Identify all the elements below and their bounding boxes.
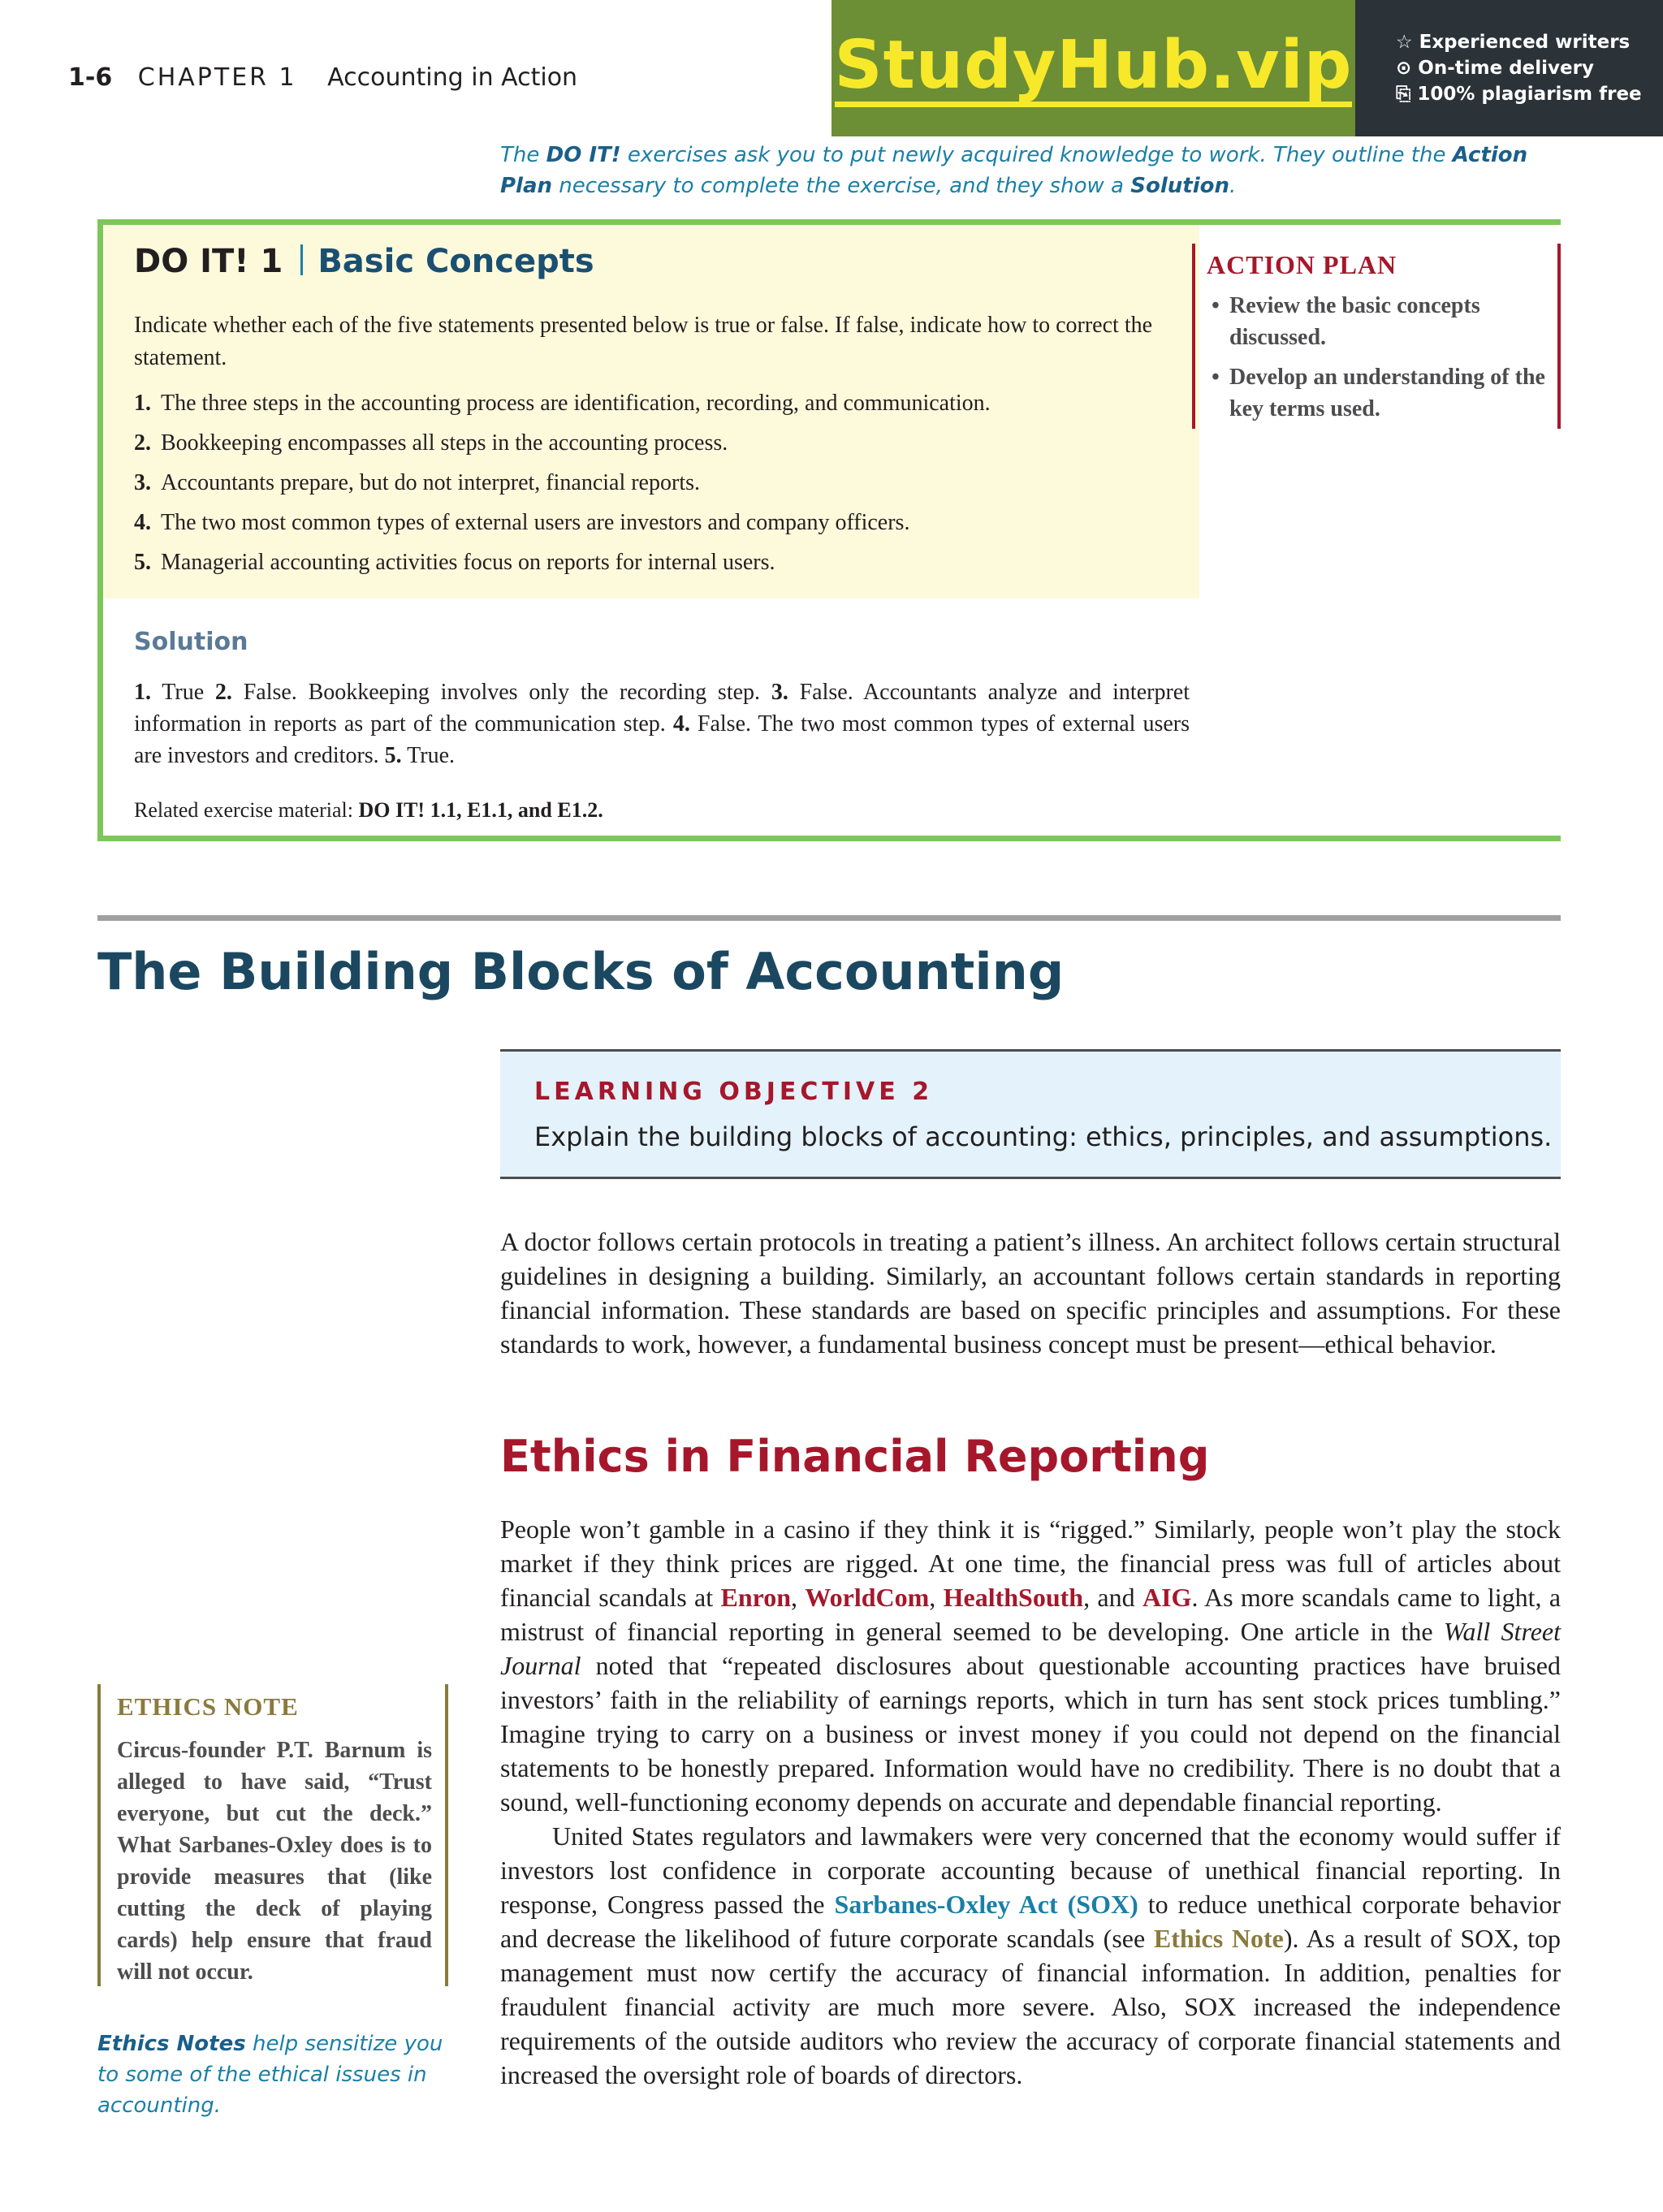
- action-plan-item: • Develop an understanding of the key terms used.: [1207, 361, 1548, 425]
- doit-label: DO IT! 1: [134, 243, 283, 280]
- statement-item: [134, 427, 991, 467]
- learning-objective-box: [500, 1049, 1561, 1179]
- solution-number: 3.: [771, 680, 788, 705]
- feature-on-time-delivery: ⊙ On-time delivery: [1396, 58, 1594, 79]
- related-exercises: [134, 798, 603, 823]
- related-items: DO IT! 1.1, E1.1, and E1.2.: [358, 798, 603, 822]
- solution-answer: True.: [401, 743, 456, 768]
- p2-text-a: People won’t gamble in a casino if they think it is “rigged.” Similarly, people won’t play the stock market if they think prices are rigged. At one time, the financial press was full of articles about financial scandals at: [500, 1514, 1561, 1612]
- solution-answer: True: [151, 680, 215, 705]
- statement-number: 1.: [134, 391, 151, 416]
- intro-text-2: exercises ask you to put newly acquired knowledge to work. They outline the: [620, 143, 1453, 167]
- intro-text-3: necessary to complete the exercise, and they show a: [552, 174, 1131, 198]
- feature-plagiarism-free: ⎘ 100% plagiarism free: [1396, 84, 1642, 105]
- statement-text: Bookkeeping encompasses all steps in the accounting process.: [161, 430, 728, 456]
- ethics-notes-caption: [97, 2028, 455, 2121]
- doit-instructions: Indicate whether each of the five statements presented below is true or false. If false, indicate how to correct the statement.: [134, 313, 1153, 370]
- solution-answer: False. Bookkeeping involves only the recording step.: [231, 680, 771, 705]
- intro-text-1: The: [500, 143, 546, 167]
- solution-number: 4.: [672, 711, 690, 737]
- statement-text: Accountants prepare, but do not interpret, financial reports.: [161, 470, 700, 495]
- section-title: The Building Blocks of Accounting: [97, 942, 1065, 1001]
- link-worldcom[interactable]: WorldCom: [805, 1583, 930, 1612]
- learning-objective-label: LEARNING OBJECTIVE 2: [534, 1078, 934, 1106]
- intro-bold-action-plan: Action Plan: [500, 143, 1528, 198]
- action-plan-item: • Review the basic concepts discussed.: [1207, 290, 1548, 353]
- solution-number: 5.: [384, 743, 402, 768]
- sox-term: Sarbanes-Oxley Act (SOX): [834, 1890, 1138, 1919]
- link-healthsouth[interactable]: HealthSouth: [943, 1583, 1084, 1612]
- related-label: Related exercise material:: [134, 798, 359, 822]
- intro-bold-solution: Solution: [1130, 174, 1229, 198]
- wsj-title: Wall Street Journal: [500, 1617, 1561, 1680]
- intro-bold-doit: DO IT!: [546, 143, 621, 167]
- chapter-title: Accounting in Action: [327, 63, 578, 92]
- statement-text: The two most common types of external users are investors and company officers.: [161, 510, 910, 535]
- statement-number: 3.: [134, 470, 151, 495]
- ethics-caption-bold: Ethics Notes: [97, 2032, 246, 2056]
- p2-text-c: noted that “repeated disclosures about questionable accounting practices have bruised investors’ faith in the reliability of earnings reports, which in turn has sent stock prices tumbling.” Imagine trying to carry on a business or invest money if you could not depend on the financial statements to be honestly prepared. Information would have no credibility. There is no doubt that a sound, well-functioning economy depends on accurate and dependable financial reporting.: [500, 1651, 1561, 1817]
- studyhub-logo: StudyHub.vip: [835, 30, 1353, 107]
- body-paragraph-1: A doctor follows certain protocols in treating a patient’s illness. An architect follows certain structural guidelines in designing a building. Similarly, an accountant follows certain standards in reporting financial information. These standards are based on specific principles and assumptions. For these standards to work, however, a fundamental business concept must be present—ethical behavior.: [500, 1227, 1561, 1359]
- solution-number: 2.: [214, 680, 232, 705]
- statement-number: 5.: [134, 550, 151, 575]
- learning-objective-text: Explain the building blocks of accounting: ethics, principles, and assumptions.: [534, 1121, 1553, 1152]
- solution-text: [134, 676, 1190, 771]
- banner-features: [1355, 0, 1663, 136]
- statement-number: 2.: [134, 430, 151, 456]
- doit-intro-note: [500, 140, 1556, 201]
- p2-comma: ,: [929, 1583, 944, 1612]
- ethics-note-link[interactable]: Ethics Note: [1153, 1924, 1284, 1953]
- chapter-label: CHAPTER 1: [137, 63, 297, 92]
- section-divider: [97, 915, 1561, 921]
- studyhub-banner[interactable]: [832, 0, 1663, 136]
- ethics-note-text: Circus-founder P.T. Barnum is alleged to have said, “Trust everyone, but cut the deck.” What Sarbanes-Oxley does is to provide measures that (like cutting the deck of playing cards) help ensure that fraud will not occur.: [117, 1738, 432, 1985]
- statement-item: [134, 507, 991, 547]
- page-number: 1-6: [68, 63, 113, 92]
- p2-text-e: to reduce unethical corporate behavior and decrease the likelihood of future corporate scandals (see: [500, 1890, 1561, 1953]
- solution-number: 1.: [134, 680, 151, 705]
- p2-comma: ,: [791, 1583, 806, 1612]
- subsection-title: Ethics in Financial Reporting: [500, 1431, 1210, 1482]
- statement-text: The three steps in the accounting process are identification, recording, and communication.: [161, 391, 991, 416]
- doit-question-panel: [103, 225, 1199, 598]
- statement-item: [134, 467, 991, 507]
- doit-subtitle: Basic Concepts: [317, 243, 594, 280]
- p2-and: , and: [1083, 1583, 1143, 1612]
- statement-item: [134, 547, 991, 586]
- intro-text-4: .: [1229, 174, 1237, 198]
- statement-text: Managerial accounting activities focus on reports for internal users.: [161, 550, 775, 575]
- body-paragraph-2: [500, 1512, 1561, 2092]
- statement-item: [134, 387, 991, 427]
- statement-number: 4.: [134, 510, 151, 535]
- title-divider: [300, 244, 303, 275]
- solution-answer: False. The two most common types of external users are investors and creditors.: [134, 711, 1190, 768]
- p2-text-d: United States regulators and lawmakers were very concerned that the economy would suffer if investors lost confidence in corporate accounting because of unethical financial reporting. In response, Congress passed the: [500, 1821, 1561, 1919]
- link-aig[interactable]: AIG: [1142, 1583, 1192, 1612]
- doit-title: [134, 243, 594, 280]
- action-plan-list: [1207, 290, 1548, 425]
- action-plan: [1192, 244, 1561, 429]
- page-header: [68, 63, 577, 92]
- link-enron[interactable]: Enron: [720, 1583, 792, 1612]
- ethics-note-title: ETHICS NOTE: [117, 1692, 299, 1721]
- ethics-note-box: [97, 1684, 448, 1986]
- doit-statements: [134, 387, 991, 586]
- p2-text-f: ). As a result of SOX, top management must now certify the accuracy of financial information. In addition, penalties for fraudulent financial activity are much more severe. Also, SOX increased the independence requirements of the outside auditors who review the accuracy of corporate financial statements and increased the oversight role of boards of directors.: [500, 1924, 1561, 2089]
- banner-logo-area: [832, 0, 1355, 136]
- solution-heading: Solution: [134, 628, 248, 656]
- feature-experienced-writers: ☆ Experienced writers: [1396, 32, 1631, 53]
- action-plan-title: ACTION PLAN: [1207, 250, 1397, 279]
- solution-answer: False. Accountants analyze and interpret information in reports as part of the communication step.: [134, 680, 1190, 737]
- p2-text-b: . As more scandals came to light, a mistrust of financial reporting in general seemed to be developing. One article in the: [500, 1583, 1561, 1646]
- ethics-caption-text: help sensitize you to some of the ethical issues in accounting.: [97, 2032, 443, 2118]
